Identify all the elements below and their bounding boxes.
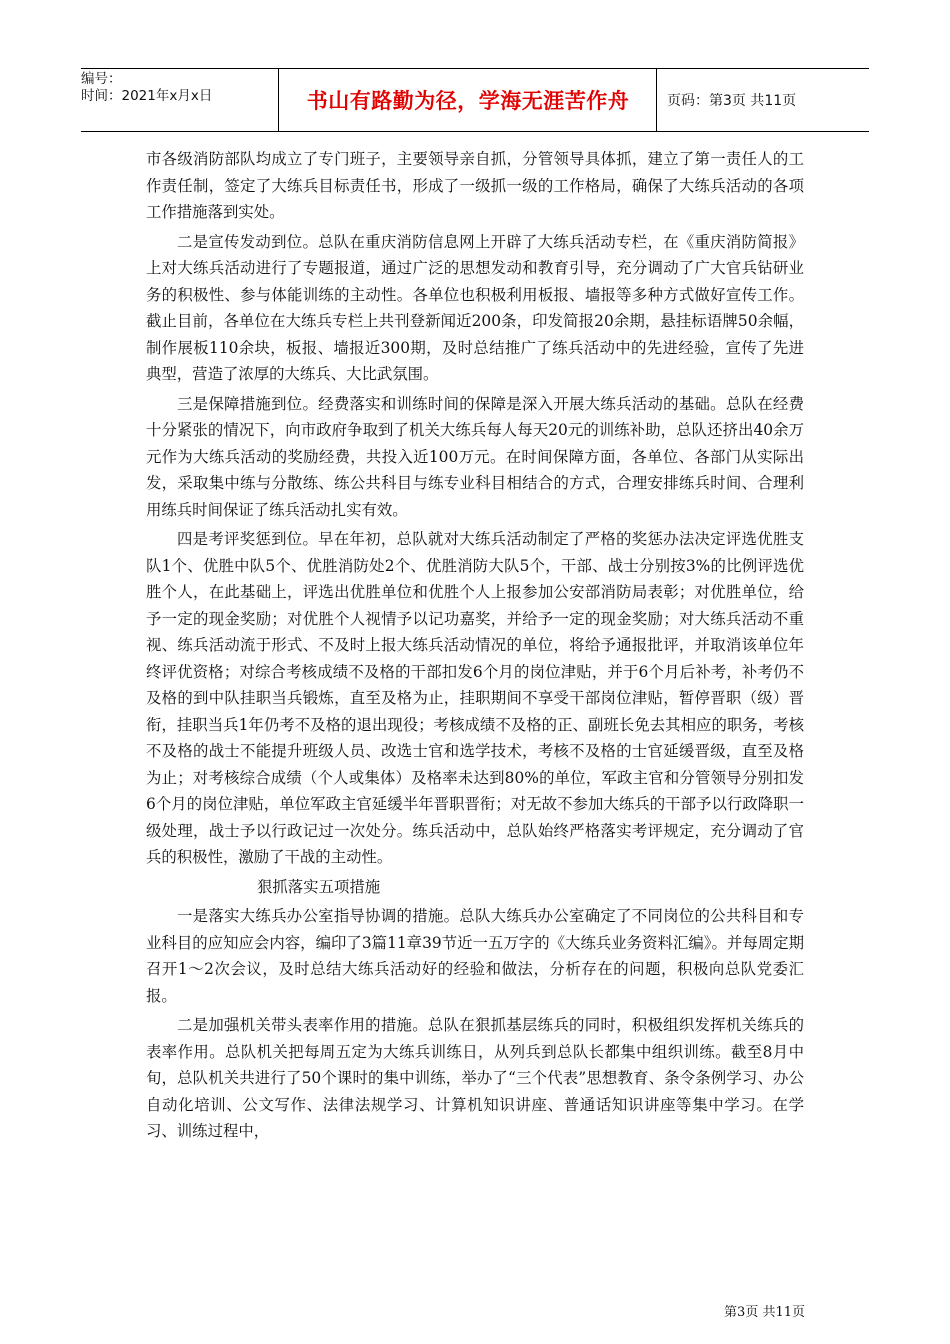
paragraph: 三是保障措施到位。经费落实和训练时间的保障是深入开展大练兵活动的基础。总队在经费十分紧张的情况下，向市政府争取到了机关大练兵每人每天20元的训练补助，总队还挤出40余万元作为大练兵活动的奖励经费，共投入近100万元。在时间保障方面，各单位、各部门从实际出发，采取集中练与分散练、练公共科目与练专业科目相结合的方式，合理安排练兵时间、合理利用练兵时间保证了练兵活动扎实有效。	[146, 394, 804, 519]
header-meta	[81, 69, 279, 131]
paragraph: 二是宣传发动到位。总队在重庆消防信息网上开辟了大练兵活动专栏，在《重庆消防简报》上对大练兵活动进行了专题报道，通过广泛的思想发动和教育引导，充分调动了广大官兵钻研业务的积极性、参与体能训练的主动性。各单位也积极利用板报、墙报等多种方式做好宣传工作。截止目前，各单位在大练兵专栏上共刊登新闻近200条，印发简报20余期，悬挂标语牌50余幅，制作展板110余块，板报、墙报近300期，及时总结推广了练兵活动中的先进经验，宣传了先进典型，营造了浓厚的大练兵、大比武氛围。	[146, 232, 804, 383]
page-header	[81, 68, 869, 132]
paragraph: 二是加强机关带头表率作用的措施。总队在狠抓基层练兵的同时，积极组织发挥机关练兵的表率作用。总队机关把每周五定为大练兵训练日，从列兵到总队长都集中组织训练。截至8月中旬，总队机关共进行了50个课时的集中训练，举办了“三个代表”思想教育、条令条例学习、办公自动化培训、公文写作、法律法规学习、计算机知识讲座、普通话知识讲座等集中学习。在学习、训练过程中，	[146, 1016, 804, 1140]
paragraph: 一是落实大练兵办公室指导协调的措施。总队大练兵办公室确定了不同岗位的公共科目和专业科目的应知应会内容，编印了3篇11章39节近一五万字的《大练兵业务资料汇编》。并每周定期召开1～2次会议，及时总结大练兵活动好的经验和做法，分析存在的问题，积极向总队党委汇报。	[146, 907, 804, 1005]
page-footer: 第3页 共11页	[724, 1305, 805, 1320]
paragraph: 市各级消防部队均成立了专门班子，主要领导亲自抓，分管领导具体抓，建立了第一责任人的工作责任制，签定了大练兵目标责任书，形成了一级抓一级的工作格局，确保了大练兵活动的各项工作措施落到实处。	[146, 150, 804, 221]
header-page-number: 页码：第3页 共11页	[667, 93, 797, 109]
document-body	[146, 146, 804, 1148]
document-date-label: 时间：2021年x月x日	[81, 88, 213, 104]
header-motto: 书山有路勤为径，学海无涯苦作舟	[280, 69, 657, 131]
paragraph: 四是考评奖惩到位。早在年初，总队就对大练兵活动制定了严格的奖惩办法决定评选优胜支队1个、优胜中队5个、优胜消防处2个、优胜消防大队5个，干部、战士分别按3%的比例评选优胜个人，在此基础上，评选出优胜单位和优胜个人上报参加公安部消防局表彰；对优胜单位，给予一定的现金奖励；对优胜个人视情予以记功嘉奖，并给予一定的现金奖励；对大练兵活动不重视、练兵活动流于形式、不及时上报大练兵活动情况的单位，将给予通报批评，并取消该单位年终评优资格；对综合考核成绩不及格的干部扣发6个月的岗位津贴，并于6个月后补考，补考仍不及格的到中队挂职当兵锻炼，直至及格为止，挂职期间不享受干部岗位津贴，暂停晋职（级）晋衔，挂职当兵1年仍考不及格的退出现役；考核成绩不及格的正、副班长免去其相应的职务，考核不及格的战士不能提升班级人员、改选士官和选学技术，考核不及格的士官延缓晋级，直至及格为止；对考核综合成绩（个人或集体）及格率未达到80%的单位，军政主官和分管领导分别扣发6个月的岗位津贴，单位军政主官延缓半年晋职晋衔；对无故不参加大练兵的干部予以行政降职一级处理，战士予以行政记过一次处分。练兵活动中，总队始终严格落实考评规定，充分调动了官兵的积极性，激励了干战的主动性。	[146, 530, 804, 866]
section-heading: 狠抓落实五项措施	[257, 877, 381, 896]
document-number-label: 编号：	[81, 71, 122, 87]
